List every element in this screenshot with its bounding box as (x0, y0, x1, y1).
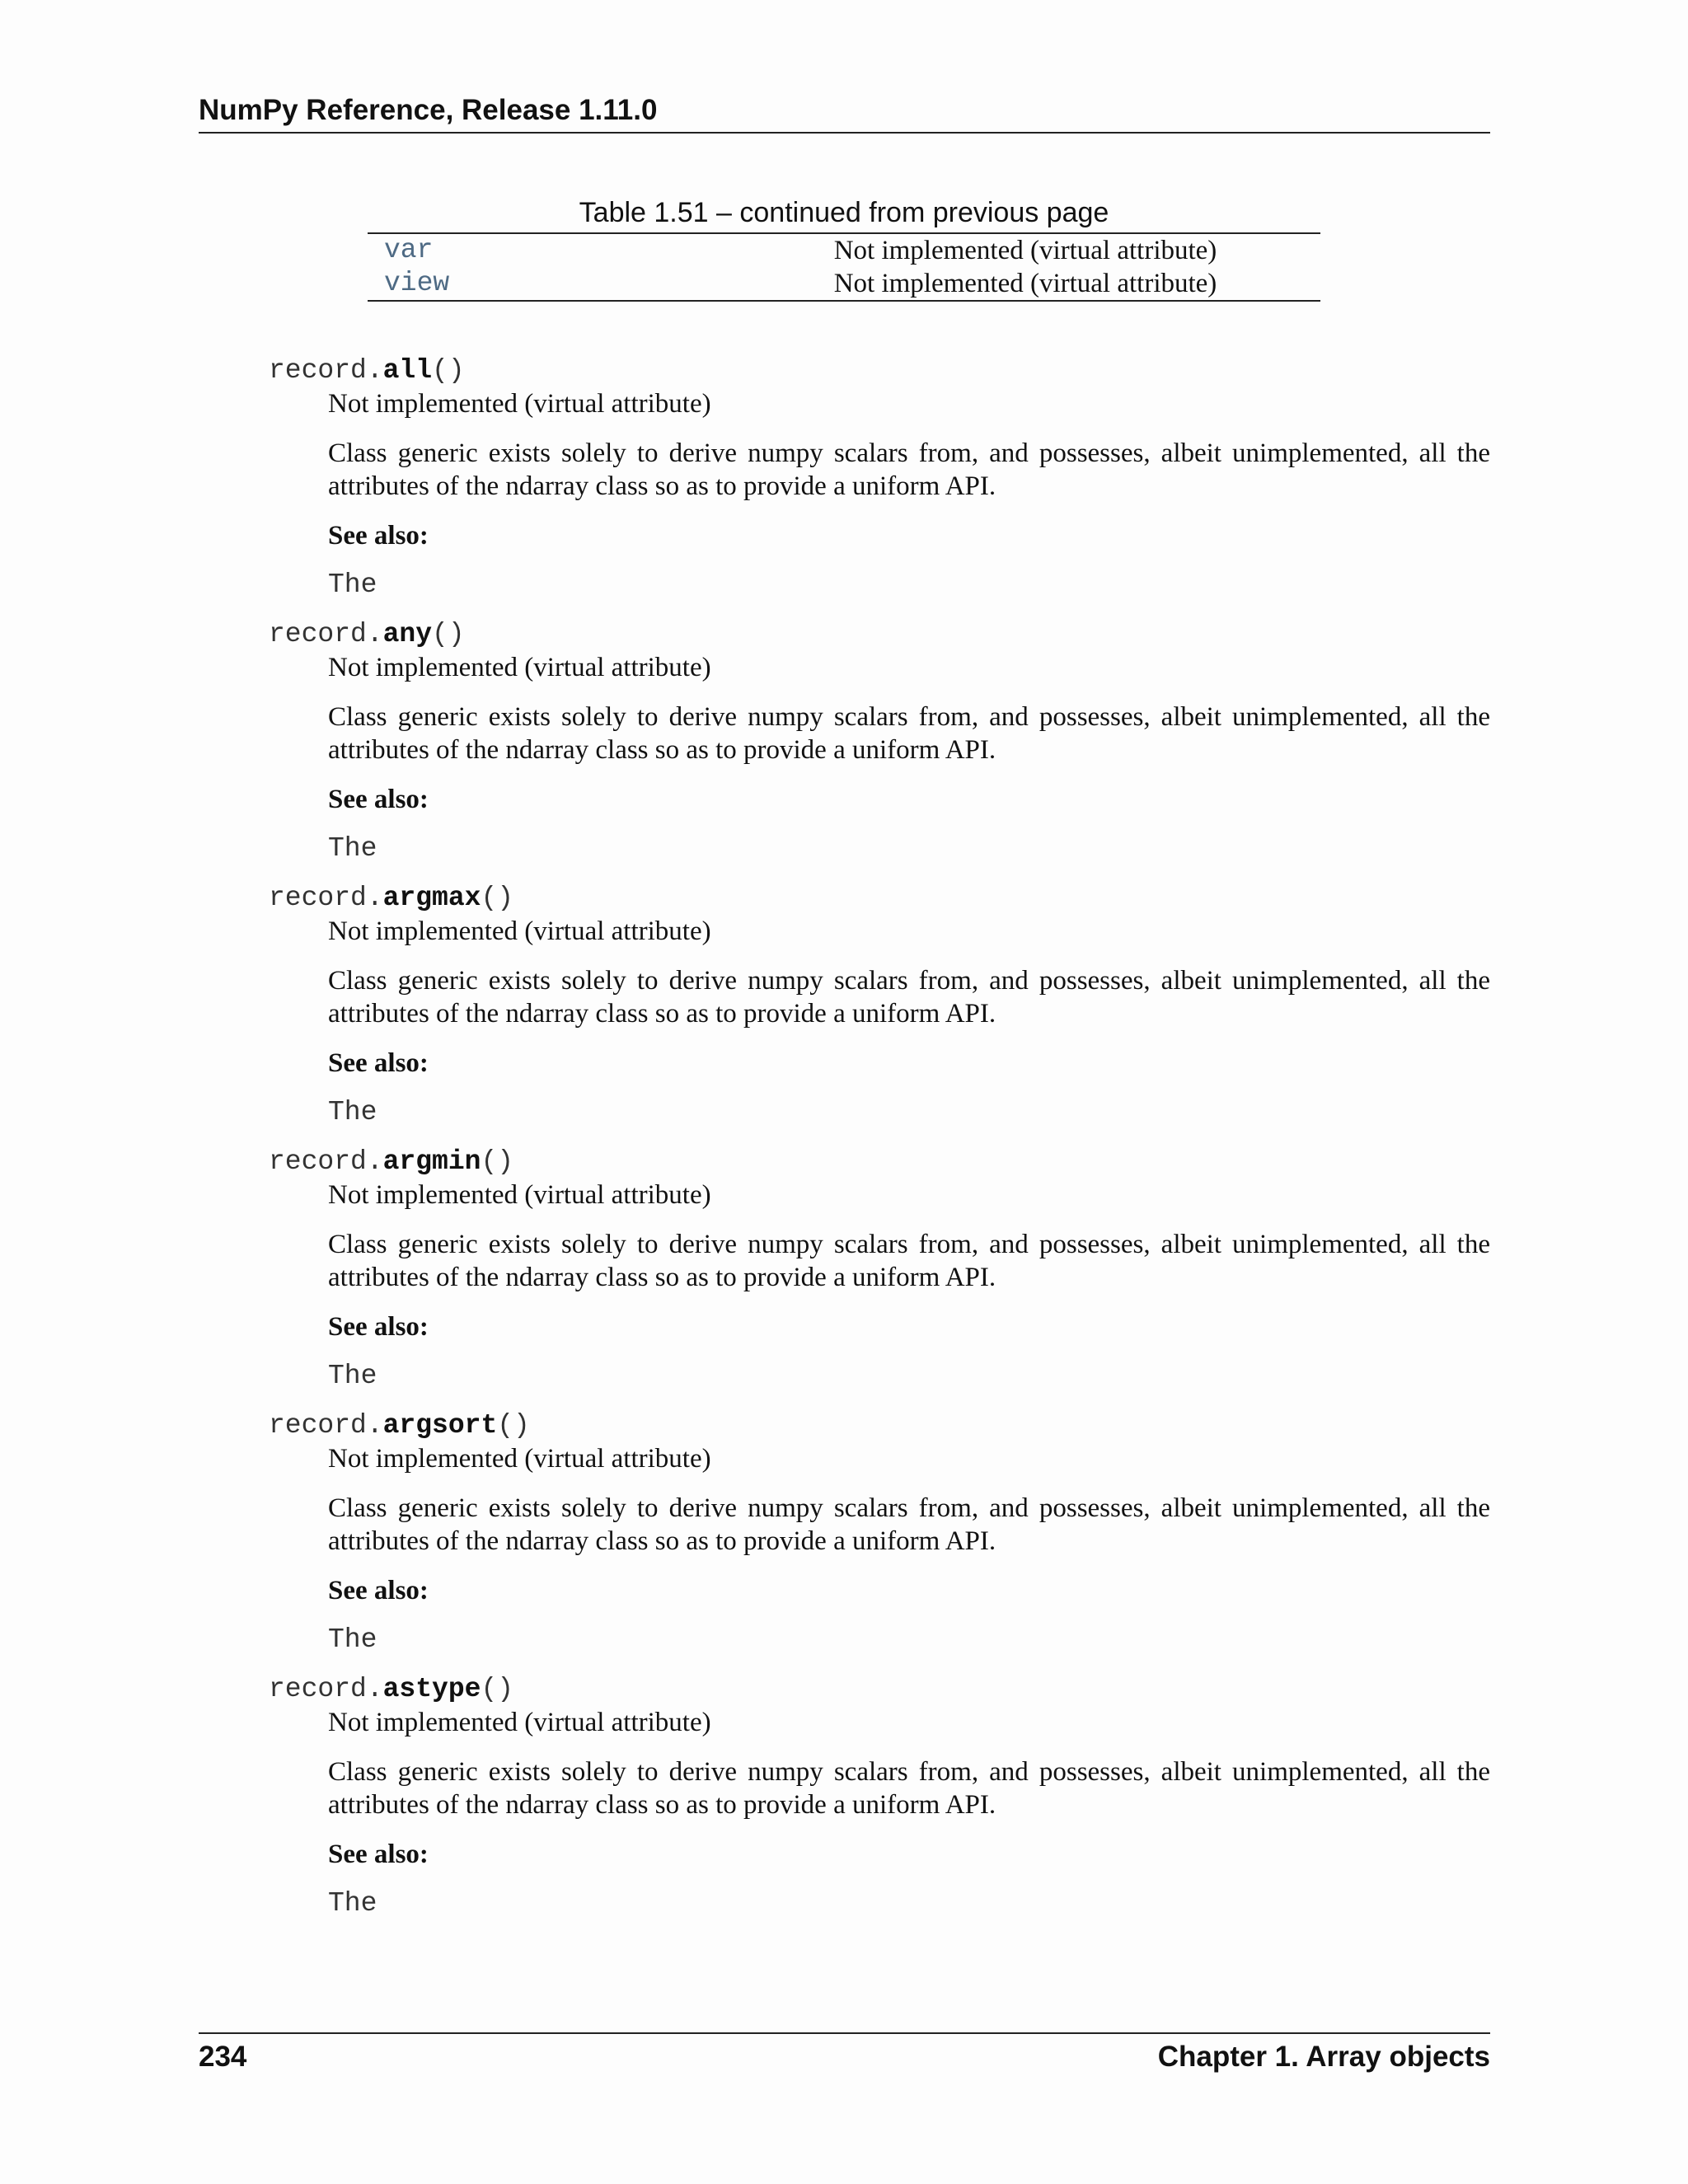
method-entry-all (269, 354, 1490, 618)
page-number: 234 (199, 2041, 247, 2073)
method-entries (269, 354, 1490, 1937)
method-signature (269, 618, 1490, 651)
see-also-heading: See also: (328, 1048, 429, 1078)
method-summary: Not implemented (virtual attribute) (328, 653, 711, 682)
method-entry-any (269, 618, 1490, 882)
running-header: NumPy Reference, Release 1.11.0 (199, 92, 1490, 134)
method-entry-argmin (269, 1146, 1490, 1409)
signature-prefix: record. (269, 619, 383, 649)
method-name: argmin (382, 1146, 481, 1177)
signature-prefix: record. (269, 1674, 383, 1704)
signature-parens: () (481, 1146, 514, 1177)
method-description: Class generic exists solely to derive numpy scalars from, and possesses, albeit unimplemented, all the attributes of the ndarray class so as to provide a uniform API. (328, 1230, 1490, 1292)
signature-prefix: record. (269, 355, 383, 386)
method-link-view[interactable]: view (384, 268, 450, 298)
method-signature (269, 1409, 1490, 1442)
method-name: astype (382, 1674, 481, 1704)
method-signature (269, 882, 1490, 915)
method-name: argmax (382, 883, 481, 913)
see-also-heading: See also: (328, 1312, 429, 1342)
method-entry-astype (269, 1673, 1490, 1937)
method-name: argsort (382, 1410, 498, 1441)
see-also-heading: See also: (328, 1576, 429, 1605)
method-link-var[interactable]: var (384, 235, 434, 265)
signature-parens: () (432, 619, 465, 649)
method-description: Class generic exists solely to derive numpy scalars from, and possesses, albeit unimplemented, all the attributes of the ndarray class so as to provide a uniform API. (328, 438, 1490, 501)
see-also-text: The (328, 833, 377, 864)
see-also-heading: See also: (328, 785, 429, 814)
see-also-text: The (328, 1361, 377, 1391)
method-summary: Not implemented (virtual attribute) (328, 389, 711, 419)
signature-prefix: record. (269, 1146, 383, 1177)
method-summary: Not implemented (virtual attribute) (328, 1444, 711, 1474)
method-summary: Not implemented (virtual attribute) (328, 1180, 711, 1210)
table-row (368, 233, 1320, 267)
table-row (368, 267, 1320, 301)
method-entry-argsort (269, 1409, 1490, 1673)
see-also-text: The (328, 1624, 377, 1655)
method-signature (269, 1146, 1490, 1179)
see-also-text: The (328, 569, 377, 600)
method-signature (269, 354, 1490, 387)
method-description: Not implemented (virtual attribute) (833, 236, 1217, 265)
signature-parens: () (432, 355, 465, 386)
method-description: Class generic exists solely to derive numpy scalars from, and possesses, albeit unimplemented, all the attributes of the ndarray class so as to provide a uniform API. (328, 702, 1490, 765)
see-also-text: The (328, 1097, 377, 1127)
signature-prefix: record. (269, 883, 383, 913)
signature-parens: () (497, 1410, 530, 1441)
table-caption: Table 1.51 – continued from previous page (579, 197, 1109, 228)
chapter-title: Chapter 1. Array objects (1157, 2041, 1490, 2073)
method-description: Class generic exists solely to derive numpy scalars from, and possesses, albeit unimplemented, all the attributes of the ndarray class so as to provide a uniform API. (328, 966, 1490, 1029)
method-summary: Not implemented (virtual attribute) (328, 1708, 711, 1737)
method-name: all (382, 355, 433, 386)
method-entry-argmax (269, 882, 1490, 1146)
see-also-heading: See also: (328, 521, 429, 551)
see-also-text: The (328, 1888, 377, 1919)
continued-table (368, 194, 1320, 302)
method-description: Not implemented (virtual attribute) (833, 269, 1217, 298)
method-summary: Not implemented (virtual attribute) (328, 916, 711, 946)
running-footer (199, 2032, 1490, 2075)
method-description: Class generic exists solely to derive numpy scalars from, and possesses, albeit unimplemented, all the attributes of the ndarray class so as to provide a uniform API. (328, 1757, 1490, 1820)
signature-prefix: record. (269, 1410, 383, 1441)
method-description: Class generic exists solely to derive numpy scalars from, and possesses, albeit unimplemented, all the attributes of the ndarray class so as to provide a uniform API. (328, 1493, 1490, 1556)
method-name: any (382, 619, 433, 649)
signature-parens: () (481, 1674, 514, 1704)
method-table (368, 232, 1320, 302)
signature-parens: () (481, 883, 514, 913)
method-signature (269, 1673, 1490, 1706)
see-also-heading: See also: (328, 1840, 429, 1869)
